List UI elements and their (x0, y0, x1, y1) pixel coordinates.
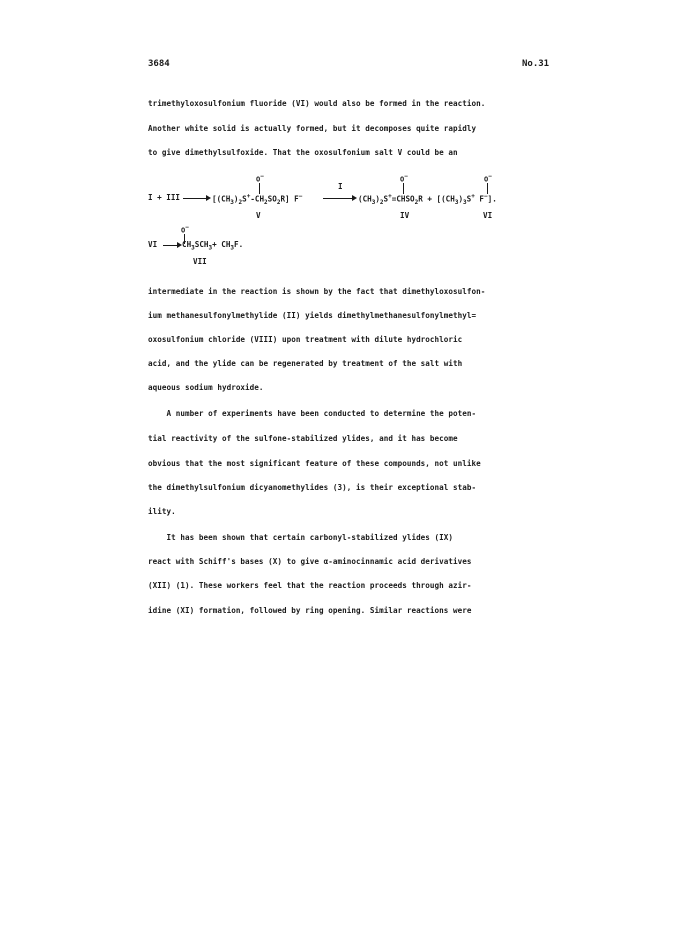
text-line: A number of experiments have been conducted to determine the poten- (148, 409, 477, 418)
text-line: obvious that the most significant feature of these compounds, not unlike (148, 459, 481, 468)
reactant-formula: $[(CH_3)_2S^+-CH_2SO_2R]$ F− (212, 193, 303, 207)
arrow-label: I (338, 182, 343, 191)
oxygen-atom: O− (484, 173, 492, 184)
reaction-arrow (323, 198, 355, 199)
reaction-arrow (163, 245, 180, 246)
product-formula: $(CH_3)_2S^+=CHSO_2R + [(CH_3)_3S^+$ F−]. (358, 193, 497, 207)
compound-label: V (256, 211, 261, 220)
equation-product: $CH_3SCH_3+ CH_3F$. (182, 240, 244, 252)
oxygen-atom: O− (181, 224, 189, 235)
compound-label: IV (400, 211, 410, 220)
text-line: tial reactivity of the sulfone-stabilized ylides, and it has become (148, 434, 458, 443)
text-line: (XII) (1). These workers feel that the reaction proceeds through azir- (148, 581, 472, 590)
text-line: idine (XI) formation, followed by ring opening. Similar reactions were (148, 606, 472, 615)
text-line: oxosulfonium chloride (VIII) upon treatment with dilute hydrochloric (148, 335, 463, 344)
text-line: ility. (148, 507, 176, 516)
text-line: the dimethylsulfonium dicyanomethylides (3), is their exceptional stab- (148, 483, 477, 492)
oxygen-atom: O− (256, 173, 264, 184)
text-line: ium methanesulfonylmethylide (II) yields dimethylmethanesulfonylmethyl= (148, 311, 477, 320)
text-line: react with Schiff's bases (X) to give α-aminocinnamic acid derivatives (148, 557, 472, 566)
text-line: Another white solid is actually formed, but it decomposes quite rapidly (148, 124, 477, 133)
page-number: 3684 (148, 59, 170, 69)
issue-number: No.31 (522, 59, 550, 69)
text-line: acid, and the ylide can be regenerated by treatment of the salt with (148, 359, 463, 368)
compound-label: VI (483, 211, 493, 220)
text-line: trimethyloxosulfonium fluoride (VI) would also be formed in the reaction. (148, 99, 486, 108)
text-line: It has been shown that certain carbonyl-stabilized ylides (IX) (148, 533, 454, 542)
equation-reactant: VI (148, 240, 158, 249)
text-line: intermediate in the reaction is shown by the fact that dimethyloxosulfon- (148, 287, 486, 296)
oxygen-atom: O− (400, 173, 408, 184)
text-line: to give dimethylsulfoxide. That the oxosulfonium salt V could be an (148, 148, 458, 157)
text-line: aqueous sodium hydroxide. (148, 383, 264, 392)
equation-line: I + III (148, 193, 181, 202)
compound-label: VII (193, 257, 207, 266)
reaction-arrow (183, 198, 209, 199)
